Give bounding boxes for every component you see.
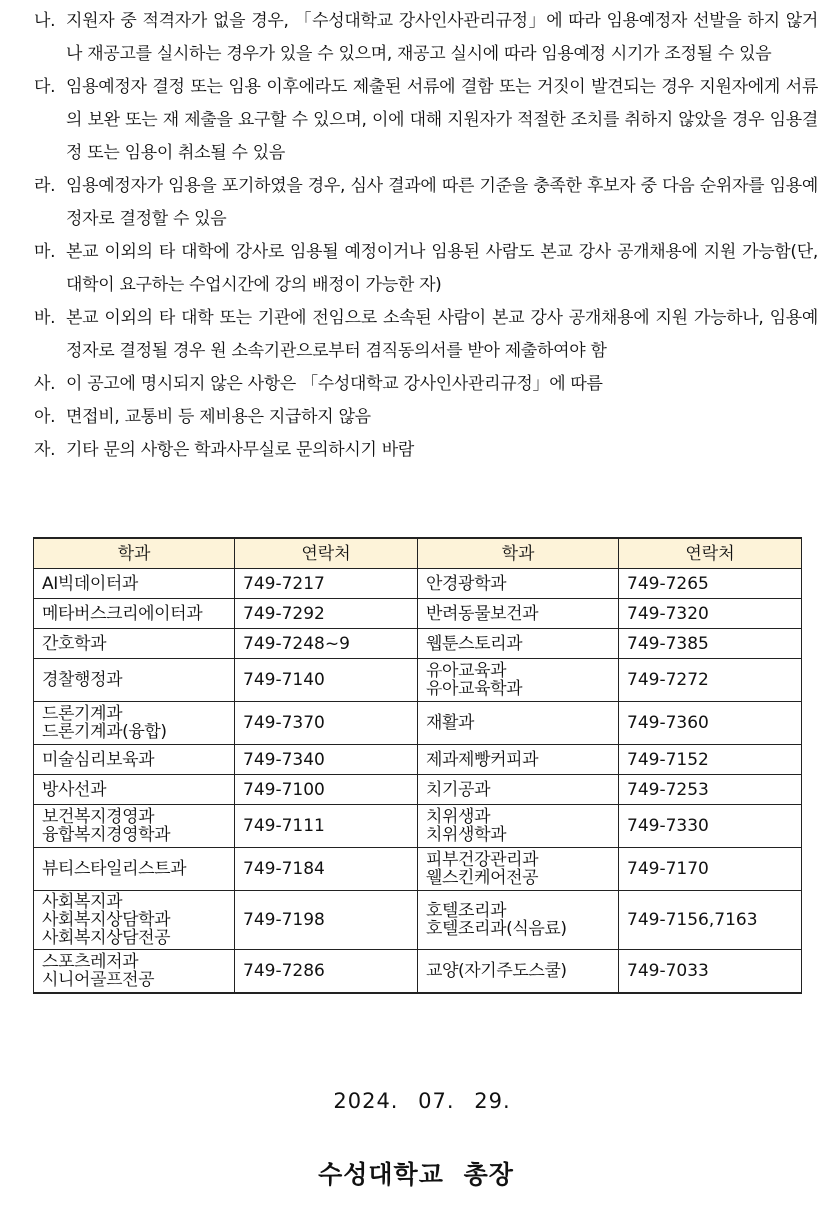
header-contact: 연락처 xyxy=(619,538,802,569)
table-row xyxy=(34,848,802,891)
department-cell: 드론기계과 드론기계과(융합) xyxy=(34,702,235,745)
department-cell: 메타버스크리에이터과 xyxy=(34,599,235,629)
header-department: 학과 xyxy=(418,538,619,569)
phone-cell: 749-7385 xyxy=(619,629,802,659)
item-marker: 마. xyxy=(34,242,56,262)
item-marker: 바. xyxy=(34,308,56,328)
department-cell: 치위생과 치위생학과 xyxy=(418,805,619,848)
phone-cell: 749-7286 xyxy=(235,950,418,994)
phone-cell: 749-7100 xyxy=(235,775,418,805)
notice-item xyxy=(0,401,832,434)
notice-item xyxy=(0,5,832,71)
table-row xyxy=(34,702,802,745)
table-row xyxy=(34,629,802,659)
table-row xyxy=(34,775,802,805)
department-cell: 재활과 xyxy=(418,702,619,745)
phone-cell: 749-7217 xyxy=(235,569,418,599)
department-cell: 방사선과 xyxy=(34,775,235,805)
department-cell: 경찰행정과 xyxy=(34,659,235,702)
table-row xyxy=(34,599,802,629)
item-text: 지원자 중 적격자가 없을 경우, 「수성대학교 강사인사관리규정」에 따라 임용예정자 선발을 하지 않거나 재공고를 실시하는 경우가 있을 수 있으며, 재공고 실시에 따라 임용예정 시기가 조정될 수 있음 xyxy=(66,11,818,64)
phone-cell: 749-7340 xyxy=(235,745,418,775)
contact-table-wrapper xyxy=(33,537,801,994)
notice-item xyxy=(0,236,832,302)
phone-cell: 749-7272 xyxy=(619,659,802,702)
phone-cell: 749-7156,7163 xyxy=(619,891,802,950)
item-text: 본교 이외의 타 대학 또는 기관에 전임으로 소속된 사람이 본교 강사 공개채용에 지원 가능하나, 임용예정자로 결정될 경우 원 소속기관으로부터 겸직동의서를 받아 제출하여야 함 xyxy=(66,308,818,361)
table-header-row xyxy=(34,538,802,569)
department-cell: 보건복지경영과 융합복지경영학과 xyxy=(34,805,235,848)
item-marker: 다. xyxy=(34,77,56,97)
table-row xyxy=(34,950,802,994)
phone-cell: 749-7184 xyxy=(235,848,418,891)
item-marker: 사. xyxy=(34,374,56,394)
phone-cell: 749-7292 xyxy=(235,599,418,629)
phone-cell: 749-7253 xyxy=(619,775,802,805)
phone-cell: 749-7033 xyxy=(619,950,802,994)
department-cell: 스포츠레저과 시니어골프전공 xyxy=(34,950,235,994)
phone-cell: 749-7170 xyxy=(619,848,802,891)
item-text: 본교 이외의 타 대학에 강사로 임용될 예정이거나 임용된 사람도 본교 강사 공개채용에 지원 가능함(단, 대학이 요구하는 수업시간에 강의 배정이 가능한 자) xyxy=(66,242,818,295)
department-cell: 반려동물보건과 xyxy=(418,599,619,629)
department-cell: 사회복지과 사회복지상담학과 사회복지상담전공 xyxy=(34,891,235,950)
department-cell: AI빅데이터과 xyxy=(34,569,235,599)
item-text: 이 공고에 명시되지 않은 사항은 「수성대학교 강사인사관리규정」에 따름 xyxy=(66,374,603,394)
notice-date: 2024. 07. 29. xyxy=(333,1089,511,1113)
item-marker: 자. xyxy=(34,440,56,460)
phone-cell: 749-7198 xyxy=(235,891,418,950)
item-text: 임용예정자가 임용을 포기하였을 경우, 심사 결과에 따른 기준을 충족한 후보자 중 다음 순위자를 임용예정자로 결정할 수 있음 xyxy=(66,176,818,229)
phone-cell: 749-7370 xyxy=(235,702,418,745)
table-row xyxy=(34,745,802,775)
department-cell: 미술심리보육과 xyxy=(34,745,235,775)
notice-item xyxy=(0,434,832,467)
contact-table xyxy=(33,537,802,994)
department-cell: 호텔조리과 호텔조리과(식음료) xyxy=(418,891,619,950)
department-cell: 유아교육과 유아교육학과 xyxy=(418,659,619,702)
item-text: 임용예정자 결정 또는 임용 이후에라도 제출된 서류에 결함 또는 거짓이 발견되는 경우 지원자에게 서류의 보완 또는 재 제출을 요구할 수 있으며, 이에 대해 지원자가 적절한 조치를 취하지 않았을 경우 임용결정 또는 임용이 취소될 수 있음 xyxy=(66,77,818,163)
department-cell: 피부건강관리과 웰스킨케어전공 xyxy=(418,848,619,891)
department-cell: 웹툰스토리과 xyxy=(418,629,619,659)
notice-item xyxy=(0,368,832,401)
header-department: 학과 xyxy=(34,538,235,569)
notice-items xyxy=(0,5,832,467)
item-marker: 나. xyxy=(34,11,56,31)
phone-cell: 749-7320 xyxy=(619,599,802,629)
item-marker: 아. xyxy=(34,407,56,427)
table-row xyxy=(34,569,802,599)
department-cell: 교양(자기주도스쿨) xyxy=(418,950,619,994)
header-contact: 연락처 xyxy=(235,538,418,569)
department-cell: 간호학과 xyxy=(34,629,235,659)
phone-cell: 749-7140 xyxy=(235,659,418,702)
table-row xyxy=(34,805,802,848)
issuer-signature: 수성대학교 총장 xyxy=(318,1160,514,1189)
phone-cell: 749-7265 xyxy=(619,569,802,599)
table-row xyxy=(34,891,802,950)
phone-cell: 749-7360 xyxy=(619,702,802,745)
notice-item xyxy=(0,302,832,368)
department-cell: 뷰티스타일리스트과 xyxy=(34,848,235,891)
phone-cell: 749-7152 xyxy=(619,745,802,775)
item-marker: 라. xyxy=(34,176,56,196)
department-cell: 제과제빵커피과 xyxy=(418,745,619,775)
department-cell: 치기공과 xyxy=(418,775,619,805)
department-cell: 안경광학과 xyxy=(418,569,619,599)
phone-cell: 749-7111 xyxy=(235,805,418,848)
notice-item xyxy=(0,170,832,236)
item-text: 면접비, 교통비 등 제비용은 지급하지 않음 xyxy=(66,407,371,427)
notice-item xyxy=(0,71,832,170)
item-text: 기타 문의 사항은 학과사무실로 문의하시기 바람 xyxy=(66,440,414,460)
phone-cell: 749-7330 xyxy=(619,805,802,848)
phone-cell: 749-7248~9 xyxy=(235,629,418,659)
table-row xyxy=(34,659,802,702)
